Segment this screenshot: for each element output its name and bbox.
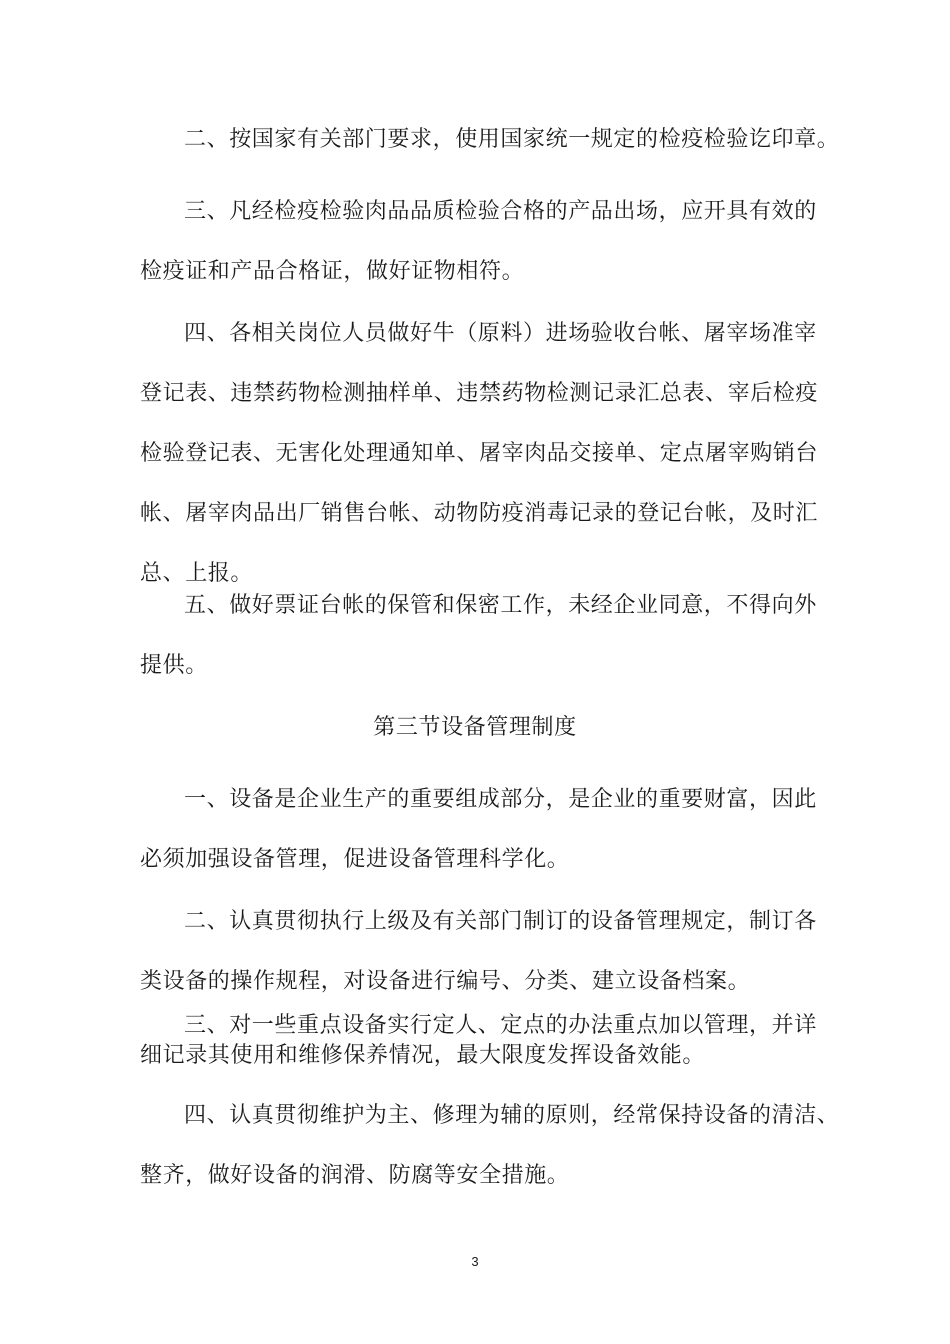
paragraph-line: 三、对一些重点设备实行定人、定点的办法重点加以管理，并详 (184, 1013, 817, 1038)
paragraph-item-2 (140, 120, 840, 160)
paragraph-item-4 (140, 304, 830, 604)
section-heading: 第三节设备管理制度 (373, 715, 577, 740)
paragraph-line: 登记表、违禁药物检测抽样单、违禁药物检测记录汇总表、宰后检疫 (140, 381, 819, 406)
paragraph-item-5 (140, 576, 830, 696)
equipment-item-4 (140, 1086, 840, 1206)
paragraph-line: 一、设备是企业生产的重要组成部分，是企业的重要财富，因此 (184, 787, 817, 812)
equipment-item-3 (140, 1011, 830, 1071)
paragraph-line: 二、按国家有关部门要求，使用国家统一规定的检疫检验讫印章。 (184, 127, 840, 152)
equipment-item-2 (140, 892, 830, 1012)
paragraph-line: 细记录其使用和维修保养情况，最大限度发挥设备效能。 (140, 1043, 706, 1068)
paragraph-line: 四、各相关岗位人员做好牛（原料）进场验收台帐、屠宰场准宰 (184, 321, 817, 346)
paragraph-line: 提供。 (140, 653, 208, 678)
paragraph-line: 检验登记表、无害化处理通知单、屠宰肉品交接单、定点屠宰购销台 (140, 441, 819, 466)
equipment-item-1 (140, 770, 830, 890)
paragraph-line: 检疫证和产品合格证，做好证物相符。 (140, 259, 525, 284)
paragraph-line: 类设备的操作规程，对设备进行编号、分类、建立设备档案。 (140, 969, 751, 994)
paragraph-line: 四、认真贯彻维护为主、修理为辅的原则，经常保持设备的清洁、 (184, 1103, 840, 1128)
paragraph-line: 帐、屠宰肉品出厂销售台帐、动物防疫消毒记录的登记台帐，及时汇 (140, 501, 819, 526)
paragraph-line: 整齐，做好设备的润滑、防腐等安全措施。 (140, 1163, 570, 1188)
paragraph-item-3 (140, 182, 830, 302)
paragraph-line: 二、认真贯彻执行上级及有关部门制订的设备管理规定，制订各 (184, 909, 817, 934)
paragraph-line: 总、上报。 (140, 561, 254, 586)
page-number: 3 (471, 1254, 479, 1269)
paragraph-line: 三、凡经检疫检验肉品品质检验合格的产品出场，应开具有效的 (184, 199, 817, 224)
paragraph-line: 五、做好票证台帐的保管和保密工作，未经企业同意，不得向外 (184, 593, 817, 618)
paragraph-line: 必须加强设备管理，促进设备管理科学化。 (140, 847, 570, 872)
